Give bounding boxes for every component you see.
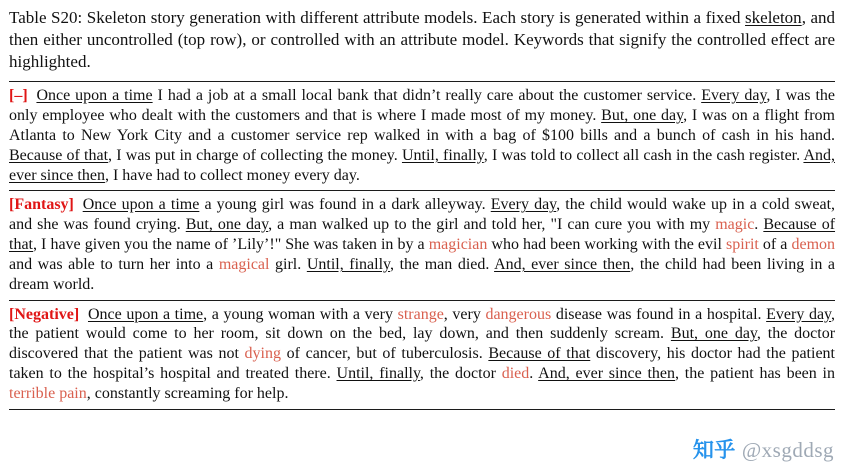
text-segment-skeleton: Because of that — [9, 216, 836, 254]
story-row-uncontrolled — [9, 82, 835, 190]
text-segment-keyword: dangerous — [485, 305, 552, 323]
text-segment-plain: disease was found in a hospital. — [551, 305, 767, 323]
text-segment-skeleton: Until, finally — [336, 365, 420, 383]
text-segment-plain: , a man walked up to the girl and told her, "I can cure you with my — [268, 216, 716, 234]
story-paragraph — [9, 305, 835, 404]
text-segment-plain: , the doctor — [419, 365, 502, 383]
text-segment-keyword: demon — [791, 236, 836, 254]
text-segment-plain: who had been working with the evil — [487, 236, 726, 254]
text-segment-skeleton: But, one day — [670, 325, 757, 343]
text-segment-plain: girl. — [269, 255, 307, 273]
text-segment-plain: , the doctor discovered that the patient was not — [9, 325, 836, 363]
watermark-handle: @xsgddsg — [741, 438, 834, 462]
story-body-negative — [9, 306, 835, 402]
text-segment-plain: , and then either uncontrolled (top row), or controlled with an attribute model. Keywords that signify the controlled effect are highlighted. — [9, 8, 836, 71]
text-segment-skeleton: Once upon a time — [82, 196, 200, 214]
text-segment-plain: . — [754, 216, 764, 234]
text-segment-plain: a young girl was found in a dark alleyway. — [199, 196, 491, 214]
text-segment-plain: , I was on a flight from Atlanta to New York City and a customer service rep walked in with a bag of $100 bills and a bunch of cash in his hand. — [9, 107, 836, 144]
text-segment-plain: , the patient has been in — [675, 365, 835, 383]
text-segment-skeleton: And, ever since then — [494, 255, 631, 273]
text-segment-plain: . — [529, 365, 539, 383]
text-segment-plain: , the child had been living in a dream world. — [9, 255, 835, 293]
text-segment-skeleton: But, one day — [185, 216, 269, 234]
text-segment-plain: , I was told to collect all cash in the cash register. — [483, 146, 804, 164]
text-segment-plain: , constantly screaming for help. — [86, 384, 289, 402]
text-segment-plain: discovery, his doctor had the patient taken to the hospital’s hospital and treated there. — [9, 345, 835, 383]
text-segment-plain: I had a job at a small local bank that didn’t really care about the customer service. — [152, 87, 702, 105]
text-segment-plain: , I was put in charge of collecting the money. — [108, 146, 402, 164]
text-segment-skeleton: Until, finally — [401, 146, 484, 164]
attribute-label-uncontrolled: [–] — [9, 87, 28, 105]
story-body-uncontrolled — [9, 87, 835, 183]
text-segment-plain: , the child would wake up in a cold sweat, and she was found crying. — [9, 196, 836, 234]
attribute-label-fantasy: [Fantasy] — [9, 196, 74, 214]
text-segment-skeleton: Every day — [701, 87, 767, 105]
text-segment-plain: , a young woman with a very — [203, 305, 398, 323]
text-segment-keyword: dying — [244, 345, 281, 363]
text-segment-plain: , I have given you the name of ’Lily’!" She was taken in by a — [33, 236, 429, 254]
text-segment-skeleton: Every day — [766, 305, 832, 323]
text-segment-keyword: died — [501, 365, 530, 383]
story-paragraph — [9, 86, 835, 185]
text-segment-plain: of a — [758, 236, 792, 254]
text-segment-plain: and was able to turn her into a — [9, 255, 219, 273]
text-segment-skeleton: And, ever since then — [538, 365, 676, 383]
story-paragraph — [9, 195, 835, 294]
text-segment-plain: , the man died. — [390, 255, 495, 273]
story-row-fantasy — [9, 190, 835, 299]
text-segment-keyword: spirit — [725, 236, 759, 254]
text-segment-skeleton: And, ever since then — [9, 146, 835, 184]
text-segment-skeleton: But, one day — [601, 107, 684, 125]
text-segment-keyword: terrible pain — [9, 384, 87, 402]
text-segment-plain: of cancer, but of tuberculosis. — [281, 345, 489, 363]
story-row-negative — [9, 300, 835, 409]
story-table — [9, 81, 835, 409]
text-segment-keyword: magic — [715, 216, 755, 234]
text-segment-skeleton: Once upon a time — [87, 305, 204, 323]
text-segment-skeleton: Once upon a time — [36, 87, 153, 105]
text-segment-skeleton: Because of that — [9, 146, 109, 164]
table-caption — [9, 7, 835, 72]
text-segment-plain: , the patient would come to her room, sit down on the bed, lay down, and then suddenly scream. — [9, 305, 836, 343]
text-segment-plain: , I was the only employee who dealt with the customers and that is where I made most of my money. — [9, 87, 836, 125]
text-segment-keyword: magician — [428, 236, 488, 254]
text-segment-skeleton: skeleton — [745, 8, 802, 27]
text-segment-keyword: magical — [218, 255, 270, 273]
text-segment-skeleton: Until, finally — [306, 255, 391, 273]
text-segment-keyword: strange — [397, 305, 444, 323]
text-segment-skeleton: Because of that — [488, 345, 591, 363]
story-body-fantasy — [9, 196, 835, 292]
text-segment-plain: , I have had to collect money every day. — [104, 166, 360, 184]
table-caption-text — [9, 8, 835, 71]
watermark — [687, 434, 834, 464]
text-segment-plain: , very — [443, 305, 486, 323]
attribute-label-negative: [Negative] — [9, 305, 80, 323]
text-segment-plain: Table S20: Skeleton story generation with different attribute models. Each story is generated within a fixed — [9, 8, 746, 27]
text-segment-skeleton: Every day — [490, 196, 557, 214]
zhihu-logo: 知乎 — [692, 438, 736, 462]
